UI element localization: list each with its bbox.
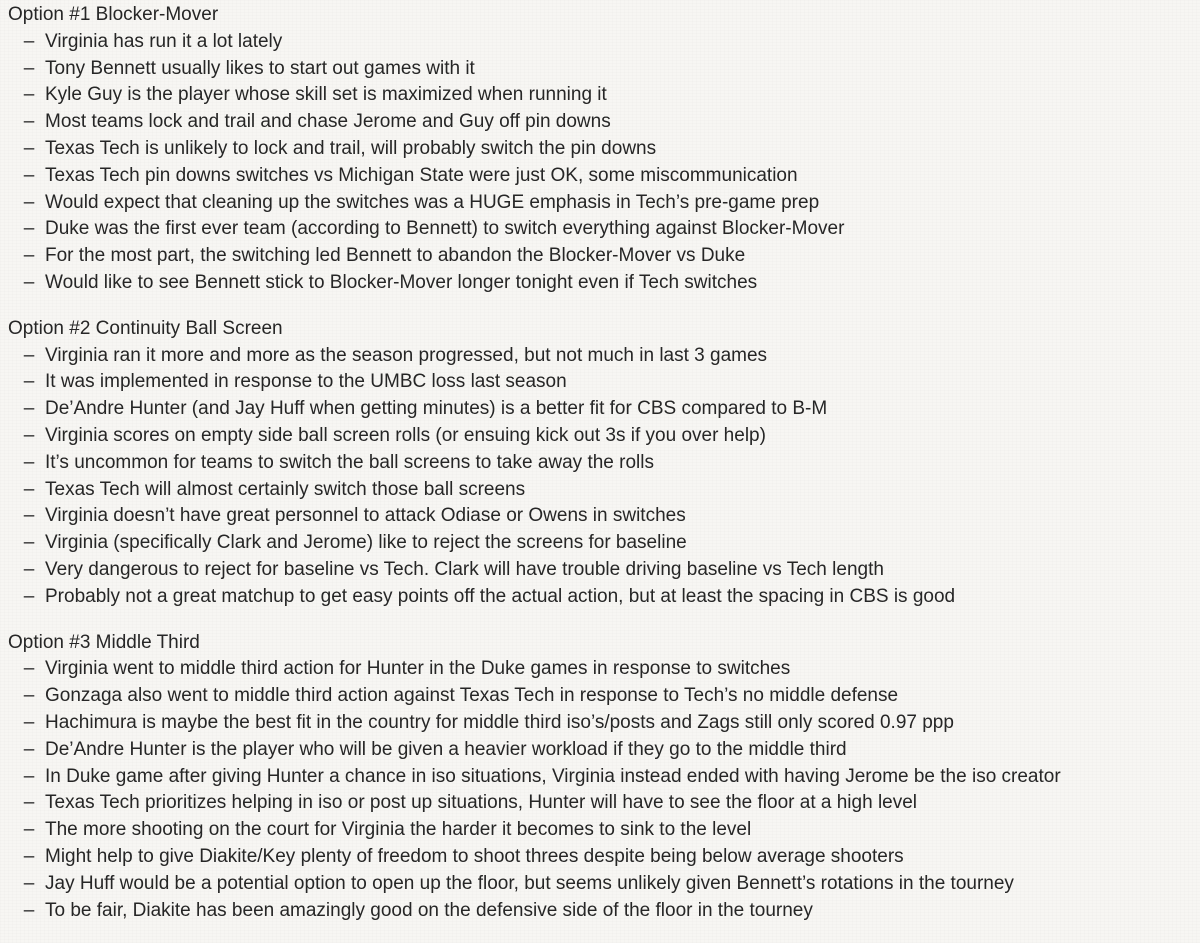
section-option-3 <box>8 630 1200 925</box>
list-item-text: Texas Tech is unlikely to lock and trail, will probably switch the pin downs <box>45 137 657 159</box>
section-title: Option #3 Middle Third <box>8 631 200 653</box>
list-item <box>8 656 1200 683</box>
dash-bullet-icon: – <box>23 137 35 159</box>
list-item-text: Virginia scores on empty side ball screen rolls (or ensuing kick out 3s if you over help) <box>45 424 766 446</box>
list-item-text: Tony Bennett usually likes to start out games with it <box>45 57 475 79</box>
list-item <box>8 423 1200 450</box>
list-item-text: For the most part, the switching led Bennett to abandon the Blocker-Mover vs Duke <box>45 245 746 267</box>
list-item <box>8 163 1200 190</box>
dash-bullet-icon: – <box>23 164 35 186</box>
dash-bullet-icon: – <box>23 819 35 841</box>
list-item-text: Would expect that cleaning up the switches was a HUGE emphasis in Tech’s pre-game prep <box>45 191 820 213</box>
dash-bullet-icon: – <box>23 271 35 293</box>
list-item-text: Texas Tech will almost certainly switch those ball screens <box>45 478 526 500</box>
list-item <box>8 29 1200 56</box>
list-item <box>8 56 1200 83</box>
list-item <box>8 503 1200 530</box>
dash-bullet-icon: – <box>23 218 35 240</box>
list-item-text: Would like to see Bennett stick to Blocker-Mover longer tonight even if Tech switches <box>45 271 758 293</box>
section-option-2 <box>8 316 1200 611</box>
bullet-list <box>8 656 1200 924</box>
list-item-text: Duke was the first ever team (according to Bennett) to switch everything against Blocker-Mover <box>45 218 845 240</box>
list-item <box>8 844 1200 871</box>
dash-bullet-icon: – <box>23 845 35 867</box>
dash-bullet-icon: – <box>23 371 35 393</box>
list-item-text: Virginia doesn’t have great personnel to attack Odiase or Owens in switches <box>45 505 686 527</box>
dash-bullet-icon: – <box>23 245 35 267</box>
list-item <box>8 898 1200 925</box>
list-item <box>8 82 1200 109</box>
list-item-text: De’Andre Hunter is the player who will be given a heavier workload if they go to the middle third <box>45 738 847 760</box>
list-item-text: Virginia (specifically Clark and Jerome) like to reject the screens for baseline <box>45 532 687 554</box>
dash-bullet-icon: – <box>23 451 35 473</box>
dash-bullet-icon: – <box>23 30 35 52</box>
dash-bullet-icon: – <box>23 872 35 894</box>
bullet-list <box>8 29 1200 297</box>
list-item <box>8 737 1200 764</box>
bullet-list <box>8 343 1200 611</box>
list-item <box>8 216 1200 243</box>
list-item-text: De’Andre Hunter (and Jay Huff when getting minutes) is a better fit for CBS compared to B-M <box>45 398 828 420</box>
list-item-text: Kyle Guy is the player whose skill set is maximized when running it <box>45 84 607 106</box>
list-item-text: Virginia ran it more and more as the season progressed, but not much in last 3 games <box>45 344 768 366</box>
list-item-text: Virginia went to middle third action for Hunter in the Duke games in response to switches <box>45 658 791 680</box>
dash-bullet-icon: – <box>23 685 35 707</box>
dash-bullet-icon: – <box>23 111 35 133</box>
list-item <box>8 683 1200 710</box>
list-item <box>8 190 1200 217</box>
list-item-text: Texas Tech prioritizes helping in iso or post up situations, Hunter will have to see the floor at a high level <box>45 792 918 814</box>
list-item <box>8 109 1200 136</box>
dash-bullet-icon: – <box>23 585 35 607</box>
list-item <box>8 136 1200 163</box>
list-item-text: Gonzaga also went to middle third action against Texas Tech in response to Tech’s no middle defense <box>45 685 899 707</box>
dash-bullet-icon: – <box>23 711 35 733</box>
list-item <box>8 477 1200 504</box>
dash-bullet-icon: – <box>23 57 35 79</box>
dash-bullet-icon: – <box>23 344 35 366</box>
dash-bullet-icon: – <box>23 532 35 554</box>
list-item <box>8 557 1200 584</box>
dash-bullet-icon: – <box>23 398 35 420</box>
list-item-text: Most teams lock and trail and chase Jerome and Guy off pin downs <box>45 111 611 133</box>
list-item <box>8 396 1200 423</box>
dash-bullet-icon: – <box>23 84 35 106</box>
list-item-text: Very dangerous to reject for baseline vs Tech. Clark will have trouble driving baseline vs Tech length <box>45 558 884 580</box>
list-item-text: In Duke game after giving Hunter a chance in iso situations, Virginia instead ended with having Jerome be the iso creator <box>45 765 1061 787</box>
section-title: Option #1 Blocker-Mover <box>8 4 219 25</box>
list-item-text: Texas Tech pin downs switches vs Michigan State were just OK, some miscommunication <box>45 164 798 186</box>
dash-bullet-icon: – <box>23 505 35 527</box>
dash-bullet-icon: – <box>23 424 35 446</box>
list-item-text: Probably not a great matchup to get easy points off the actual action, but at least the spacing in CBS is good <box>45 585 956 607</box>
list-item-text: Virginia has run it a lot lately <box>45 30 283 52</box>
list-item <box>8 584 1200 611</box>
section-title: Option #2 Continuity Ball Screen <box>8 317 283 339</box>
dash-bullet-icon: – <box>23 899 35 921</box>
list-item <box>8 530 1200 557</box>
list-item-text: To be fair, Diakite has been amazingly good on the defensive side of the floor in the tourney <box>45 899 813 921</box>
section-option-1 <box>8 2 1200 297</box>
list-item-text: Jay Huff would be a potential option to open up the floor, but seems unlikely given Bennett’s rotations in the tourney <box>45 872 1014 894</box>
list-item-text: Hachimura is maybe the best fit in the country for middle third iso’s/posts and Zags still only scored 0.97 ppp <box>45 711 954 733</box>
list-item <box>8 343 1200 370</box>
list-item <box>8 243 1200 270</box>
list-item <box>8 871 1200 898</box>
dash-bullet-icon: – <box>23 191 35 213</box>
list-item <box>8 270 1200 297</box>
list-item <box>8 764 1200 791</box>
list-item-text: It was implemented in response to the UMBC loss last season <box>45 371 567 393</box>
list-item <box>8 369 1200 396</box>
list-item <box>8 817 1200 844</box>
list-item-text: It’s uncommon for teams to switch the ball screens to take away the rolls <box>45 451 654 473</box>
list-item <box>8 450 1200 477</box>
dash-bullet-icon: – <box>23 658 35 680</box>
list-item <box>8 710 1200 737</box>
list-item-text: Might help to give Diakite/Key plenty of freedom to shoot threes despite being below average shooters <box>45 845 904 867</box>
dash-bullet-icon: – <box>23 765 35 787</box>
dash-bullet-icon: – <box>23 738 35 760</box>
list-item <box>8 790 1200 817</box>
list-item-text: The more shooting on the court for Virginia the harder it becomes to sink to the level <box>45 819 752 841</box>
dash-bullet-icon: – <box>23 478 35 500</box>
dash-bullet-icon: – <box>23 792 35 814</box>
dash-bullet-icon: – <box>23 558 35 580</box>
